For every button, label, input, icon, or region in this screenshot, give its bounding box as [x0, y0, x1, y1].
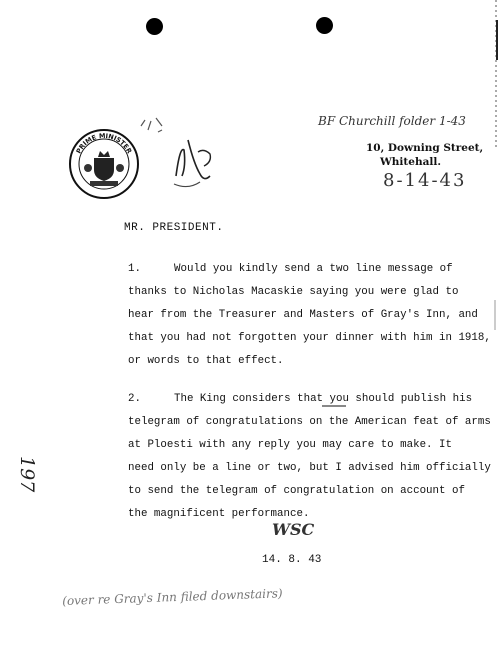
paragraph-line: telegram of congratulations on the American feat of arms: [128, 416, 491, 428]
paragraph-line: that you had not forgotten your dinner with him in 1918,: [128, 332, 491, 344]
punch-hole-right: [316, 17, 333, 34]
paragraph-number: 2.: [128, 393, 141, 405]
paragraph-line: or words to that effect.: [128, 355, 284, 367]
paragraph-line: 1. Would you kindly send a two line message of: [128, 258, 458, 281]
scan-edge-marks: [492, 0, 500, 665]
margin-note-left: 197: [16, 456, 38, 493]
paragraph-number: 1.: [128, 263, 141, 275]
handwritten-initials-mark: [170, 132, 218, 192]
paragraph-line: need only be a line or two, but I advised him officially: [128, 462, 491, 474]
address-line-2: Whitehall.: [380, 156, 442, 168]
handwritten-note-bottom: (over re Gray's Inn filed downstairs): [62, 586, 283, 608]
paragraph-line: to send the telegram of congratulation on account of: [128, 485, 465, 497]
paragraph-line: at Ploesti with any reply you may care to make. It: [128, 439, 452, 451]
address-line-1: 10, Downing Street,: [366, 142, 484, 154]
paragraph-2: [128, 388, 491, 526]
handwritten-note-top: BF Churchill folder 1-43: [318, 114, 466, 128]
punch-hole-left: [146, 18, 163, 35]
signature-initials: WSC: [272, 520, 315, 539]
paragraph-1: [128, 258, 491, 373]
seal-text: PRIME MINISTER: [74, 131, 134, 155]
paragraph-line: 2. The King considers that you should publish his: [128, 388, 458, 411]
salutation: MR. PRESIDENT.: [124, 222, 224, 234]
paragraph-line: thanks to Nicholas Macaskie saying you were glad to: [128, 286, 459, 298]
paragraph-line: hear from the Treasurer and Masters of Gray's Inn, and: [128, 309, 478, 321]
handwritten-date: 8-14-43: [383, 170, 467, 191]
typed-date: 14. 8. 43: [262, 554, 322, 566]
prime-minister-seal-icon: [68, 128, 140, 200]
svg-text:PRIME MINISTER: [75, 132, 134, 155]
pencil-marks-top: [138, 112, 168, 136]
underline-you: [322, 404, 346, 408]
paragraph-line: the magnificent performance.: [128, 508, 310, 520]
